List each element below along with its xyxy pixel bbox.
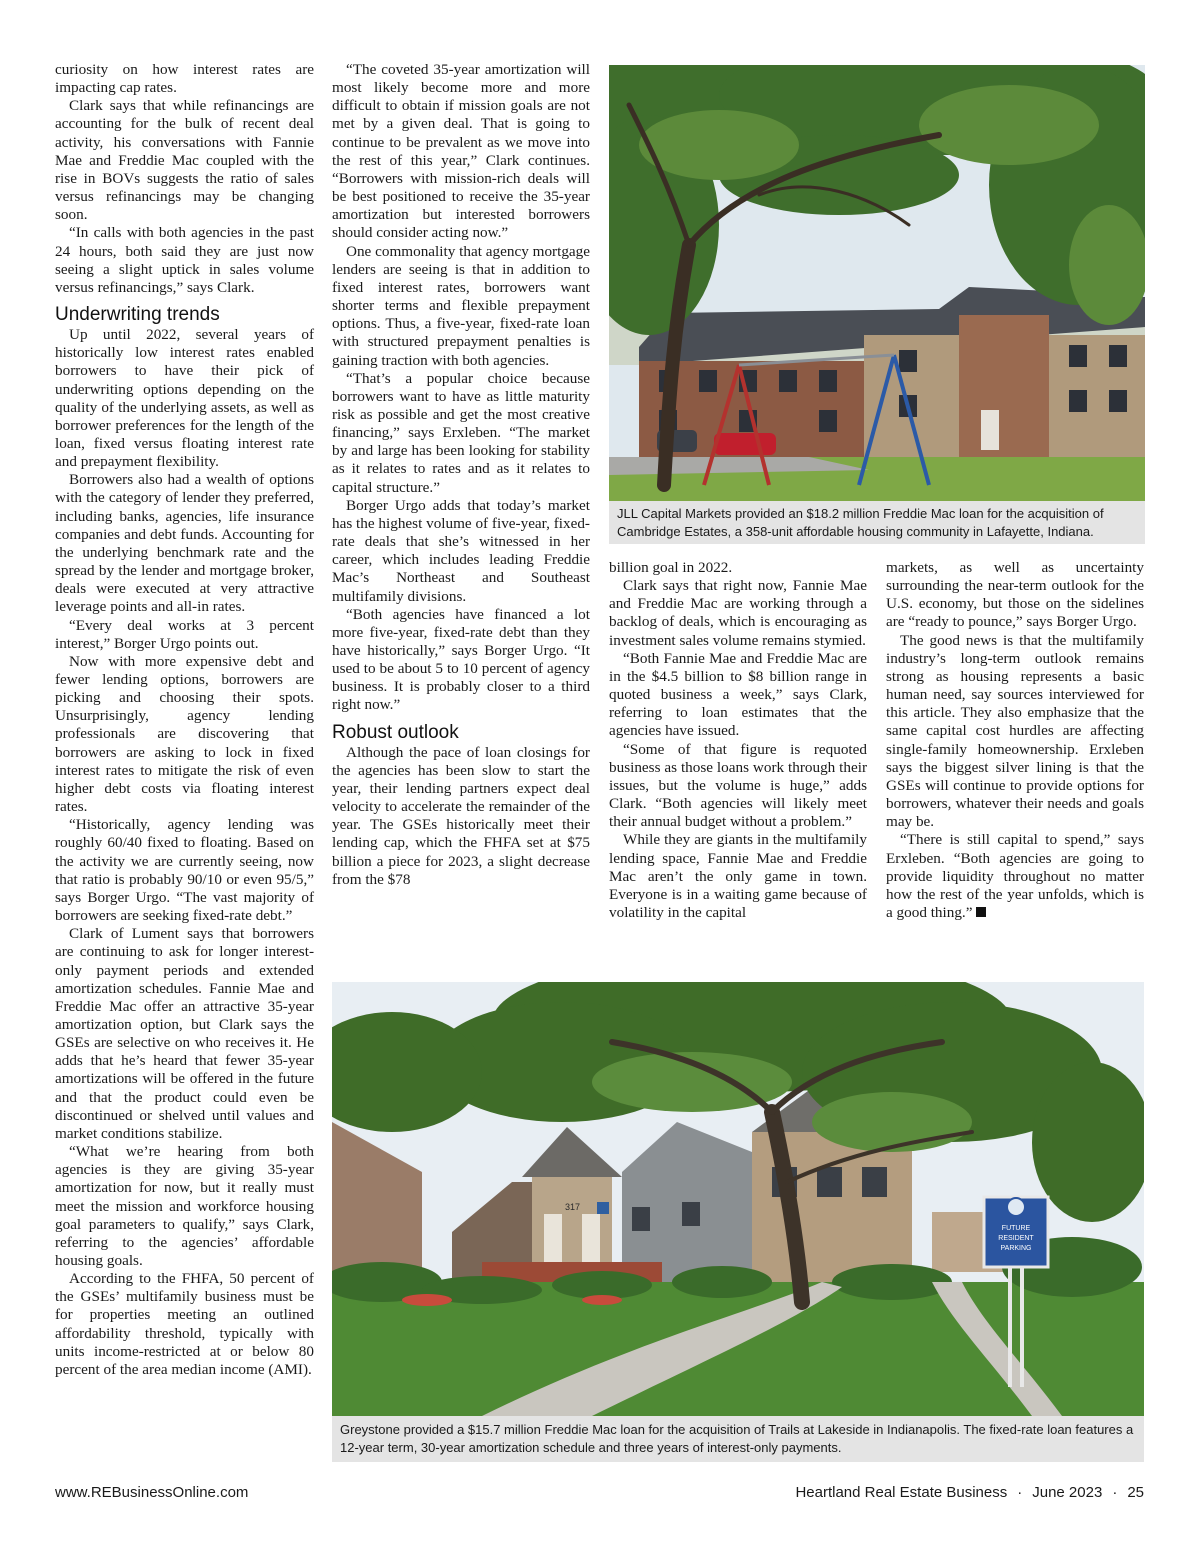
paragraph: Although the pace of loan closings for the agencies has been slow to start the year, their lending partners expect deal velocity to accelerate the remainder of the year. The GSEs historically meet their lending cap, which the FHFA set at $75 billion a piece for 2023, a slight decrease from the $78 — [332, 743, 590, 888]
paragraph: “The coveted 35-year amortization will most likely become more and more difficult to obtain if mission goals are not met by a given deal. That is going to continue to be prevalent as we move into the rest of this year,” Clark continues. “Borrowers with mission-rich deals will be best positioned to receive the 35-year amortization but interested borrowers should consider acting now.” — [332, 61, 590, 242]
paragraph: “Historically, agency lending was roughly 60/40 fixed to floating. Based on the activity we are currently seeing, now that ratio is probably 90/10 or even 95/5,” says Borger Urgo. “The vast majority of borrowers are seeking fixed-rate debt.” — [55, 816, 314, 925]
sign-line-3: PARKING — [1000, 1245, 1032, 1252]
end-mark-icon — [976, 907, 986, 917]
photo-trails-at-lakeside — [332, 982, 1144, 1416]
paragraph: Clark says that while refinancings are accounting for the bulk of recent deal activity, his conversations with Fannie Mae and Freddie Mac coupled with the rise in BOVs suggests the ratio of sales versus refinancings may be changing soon. — [55, 97, 314, 224]
sign-line-1: FUTURE — [1001, 1225, 1031, 1232]
footer-publication-info — [795, 1484, 1144, 1501]
paragraph: One commonality that agency mortgage lenders are seeing is that in addition to fixed interest rates, borrowers want shorter terms and flexible prepayment options. Thus, a five-year, fixed-rate loan with structured prepayment penalties is gaining traction with both agencies. — [332, 242, 590, 369]
paragraph — [886, 831, 1144, 922]
article-column-4 — [886, 559, 1144, 922]
section-heading-underwriting: Underwriting trends — [55, 304, 220, 326]
photo-trails-at-lakeside-image — [332, 982, 1144, 1416]
footer-separator: · — [1112, 1484, 1118, 1501]
footer-separator: · — [1017, 1484, 1023, 1501]
paragraph: billion goal in 2022. — [609, 559, 733, 576]
paragraph: “What we’re hearing from both agencies is they are giving 35-year amortization for now, but it really must meet the mission and workforce housing goal parameters to qualify,” says Clark, referring to the agencies’ affordable housing goals. — [55, 1143, 314, 1269]
paragraph: Borger Urgo adds that today’s market has the highest volume of five-year, fixed-rate deals that she’s witnessed in her career, which includes leading Freddie Mac’s Northeast and Southeast multifamily divisions. — [332, 496, 590, 605]
closing-paragraph: “There is still capital to spend,” says Erxleben. “Both agencies are going to provide liquidity throughout no matter how the rest of the year unfolds, which is a good thing.” — [886, 831, 1144, 921]
paragraph: curiosity on how interest rates are impacting cap rates. — [55, 61, 314, 97]
paragraph: Clark says that right now, Fannie Mae and Freddie Mac are working through a backlog of deals, which is encouraging as investment sales volume remains stymied. — [609, 577, 867, 649]
sign-line-2: RESIDENT — [998, 1235, 1034, 1242]
article-column-3 — [609, 559, 867, 922]
paragraph: “Some of that figure is requoted business as those loans work through their issues, but the volume is huge,” adds Clark. “Both agencies will likely meet their annual budget without a problem.” — [609, 740, 867, 831]
page-number: 25 — [1127, 1484, 1144, 1501]
paragraph: Clark of Lument says that borrowers are continuing to ask for longer interest-only payment periods and extended amortization schedules. Fannie Mae and Freddie Mac offer an attractive 35-year amortization option, but Clark says the GSEs are selective on who receives it. He adds that he’s heard that fewer 35-year amortizations will be offered in the future and that the product could even be discontinued or shelved until values and market conditions stabilize. — [55, 925, 314, 1142]
article-column-2 — [332, 61, 590, 889]
paragraph: markets, as well as uncertainty surrounding the near-term outlook for the U.S. economy, but those on the sidelines are “ready to pounce,” says Borger Urgo. — [886, 559, 1144, 631]
paragraph: The good news is that the multifamily industry’s long-term outlook remains strong as housing represents a basic human need, say sources interviewed for this article. They also emphasize that the same capital cost hurdles are affecting single-family homeownership. Erxleben says the biggest silver lining is that the GSEs will continue to provide options for borrowers, whatever their needs and goals may be. — [886, 631, 1144, 831]
photo-cambridge-estates — [609, 65, 1145, 501]
footer-issue: June 2023 — [1032, 1484, 1103, 1501]
photo-caption-2: Greystone provided a $15.7 million Freddie Mac loan for the acquisition of Trails at Lakeside in Indianapolis. The fixed-rate loan features a 12-year term, 30-year amortization schedule and three years of interest-only payments. — [332, 1416, 1144, 1462]
paragraph: While they are giants in the multifamily lending space, Fannie Mae and Freddie Mac aren’t the only game in town. Everyone is in a waiting game because of volatility in the capital — [609, 831, 867, 921]
photo-cambridge-estates-image — [609, 65, 1145, 501]
paragraph: “Every deal works at 3 percent interest,” Borger Urgo points out. — [55, 616, 314, 652]
paragraph: “Both Fannie Mae and Freddie Mac are in the $4.5 billion to $8 billion range in quoted business a week,” says Clark, referring to loan estimates that the agencies have issued. — [609, 649, 867, 740]
paragraph: “In calls with both agencies in the past 24 hours, both said they are just now seeing a slight uptick in sales volume versus refinancings,” says Clark. — [55, 224, 314, 296]
paragraph: Up until 2022, several years of historically low interest rates enabled borrowers to have their pick of underwriting options depending on the quality of the underlying assets, as well as borrower preferences for the length of the loan, fixed versus floating interest rate and prepayment flexibility. — [55, 326, 314, 471]
paragraph: “Both agencies have financed a lot more five-year, fixed-rate debt than they have historically,” says Borger Urgo. “It used to be about 5 to 10 percent of agency business. It is probably closer to a third right now.” — [332, 605, 590, 714]
section-heading-outlook: Robust outlook — [332, 721, 459, 743]
building-number: 317 — [565, 1202, 581, 1212]
paragraph: According to the FHFA, 50 percent of the GSEs’ multifamily business must be for properties meeting an outlined affordability threshold, typically with units income-restricted at or below 80 percent of the area median income (AMI). — [55, 1270, 314, 1378]
footer-website: www.REBusinessOnline.com — [55, 1484, 249, 1501]
paragraph: Borrowers also had a wealth of options with the category of lender they preferred, including banks, agencies, life insurance companies and debt funds. Accounting for the underlying benchmark rate and the spread by the lender and mortgage broker, deals were executed at very attractive leverage points and all-in rates. — [55, 471, 314, 616]
paragraph: Now with more expensive debt and fewer lending options, borrowers are picking and choosing their spots. Unsurprisingly, agency lending professionals are discovering that borrowers are asking to lock in fixed interest rates to mitigate the risk of even higher debt costs via floating interest rates. — [55, 652, 314, 816]
photo-caption-1: JLL Capital Markets provided an $18.2 million Freddie Mac loan for the acquisition of Cambridge Estates, a 358-unit affordable housing community in Lafayette, Indiana. — [609, 501, 1145, 544]
paragraph: “That’s a popular choice because borrowers want to have as little maturity risk as possible and get the most creative financing,” says Erxleben. “The market by and large has been looking for stability as it relates to rates and as it relates to capital structure.” — [332, 369, 590, 496]
footer-publication: Heartland Real Estate Business — [795, 1484, 1008, 1501]
article-column-1 — [55, 61, 314, 1379]
